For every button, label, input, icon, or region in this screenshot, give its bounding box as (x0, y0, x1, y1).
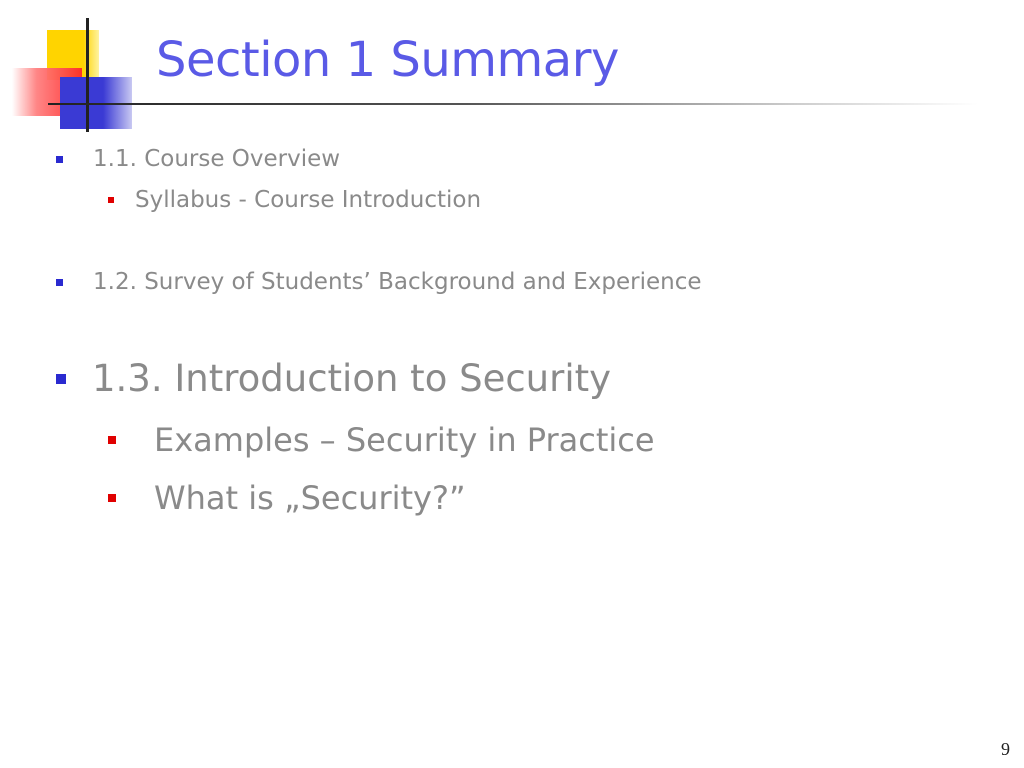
bullet-text: 1.2. Survey of Students’ Background and Experience (93, 269, 702, 295)
bullet-item-syllabus (108, 187, 481, 213)
bullet-item-examples (108, 421, 655, 459)
slide-title: Section 1 Summary (156, 32, 619, 88)
bullet-item-course-overview (56, 146, 340, 172)
bullet-text: Syllabus - Course Introduction (135, 187, 482, 213)
square-bullet-icon (108, 494, 116, 502)
page-number: 9 (1001, 739, 1010, 759)
square-bullet-icon (56, 374, 66, 384)
bullet-text: 1.1. Course Overview (93, 146, 341, 172)
square-bullet-icon (108, 197, 114, 203)
square-bullet-icon (56, 279, 63, 286)
bullet-item-intro-security (56, 357, 611, 400)
square-bullet-icon (108, 436, 116, 444)
bullet-text: What is „Security?” (154, 479, 466, 517)
square-bullet-icon (56, 156, 63, 163)
bullet-text: Examples – Security in Practice (154, 421, 655, 459)
bullet-item-survey (56, 269, 702, 295)
bullet-item-what-is-security (108, 479, 466, 517)
bullet-text: 1.3. Introduction to Security (92, 357, 612, 400)
